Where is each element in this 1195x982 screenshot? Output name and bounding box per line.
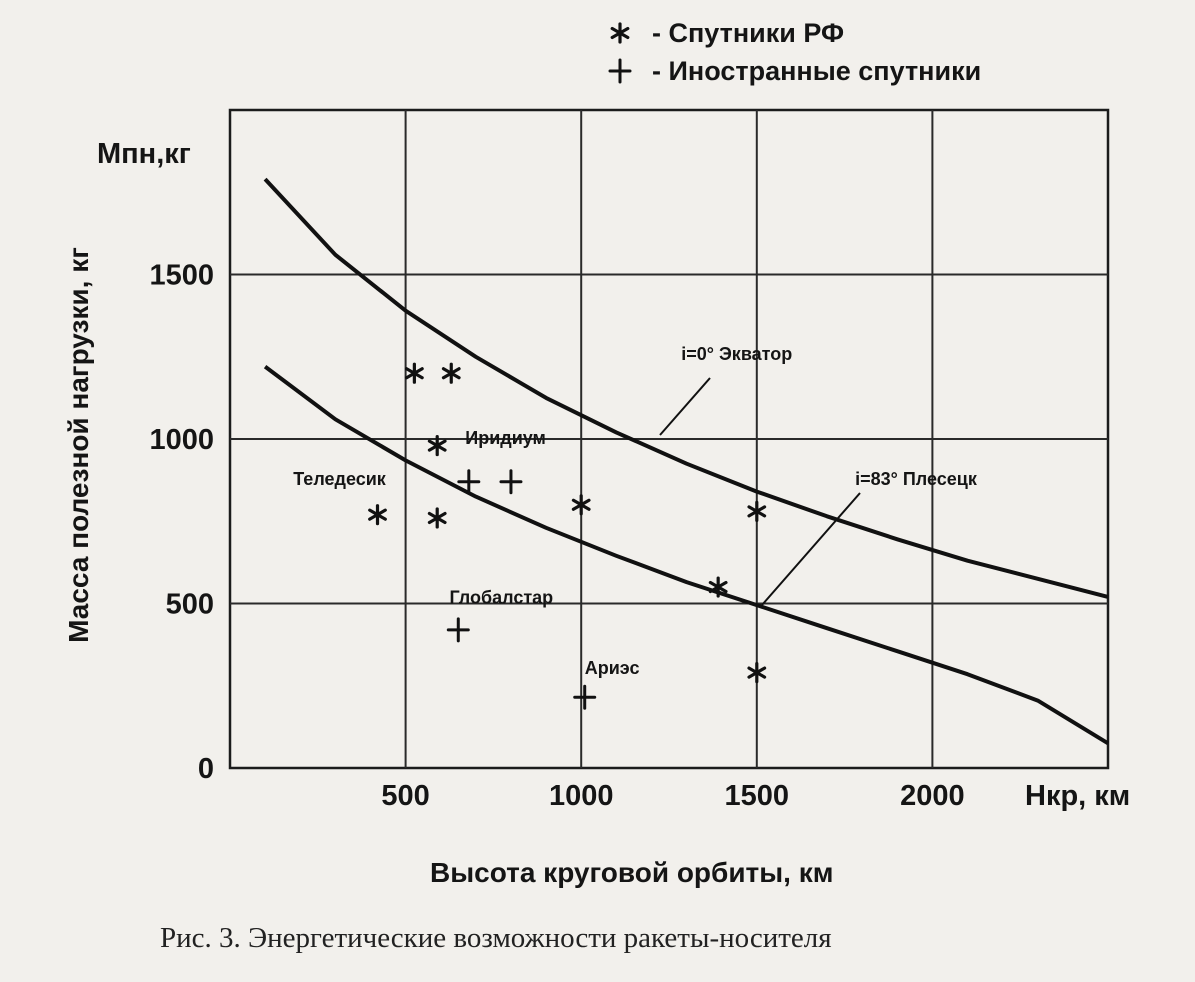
point-rf-satellite <box>749 502 765 520</box>
point-rf-satellite <box>573 496 589 514</box>
figure-caption: Рис. 3. Энергетические возможности ракеты-носителя <box>160 922 832 954</box>
point-rf-satellite <box>443 364 459 382</box>
y-tick-label: 1500 <box>149 259 214 292</box>
x-tick-label: 2000 <box>900 780 965 812</box>
legend-plus-icon <box>610 60 630 82</box>
point-rf-satellite <box>370 506 386 524</box>
y-unit-label: Мпн,кг <box>97 138 191 170</box>
x-axis-title: Высота круговой орбиты, км <box>430 857 834 888</box>
legend-label: - Спутники РФ <box>652 18 845 48</box>
annotation-label: i=0° Экватор <box>681 344 793 365</box>
annotation-label: i=83° Плесецк <box>855 469 977 490</box>
y-axis-title: Масса полезной нагрузки, кг <box>63 247 94 643</box>
x-tick-label: 1500 <box>724 780 790 812</box>
annotation-label: Ариэс <box>584 658 640 679</box>
point-foreign-satellite <box>575 686 595 708</box>
y-tick-label: 500 <box>165 588 214 621</box>
point-foreign-satellite <box>448 619 468 641</box>
x-tick-label: 500 <box>381 780 430 812</box>
point-foreign-satellite <box>501 471 521 493</box>
plot-grid <box>230 110 1108 768</box>
legend-label: - Иностранные спутники <box>652 56 982 86</box>
leader-line <box>660 378 710 435</box>
annotation-label: Иридиум <box>465 427 546 448</box>
series-line <box>265 179 1108 597</box>
point-rf-satellite <box>407 364 423 382</box>
y-tick-label: 0 <box>197 753 214 785</box>
point-rf-satellite <box>749 664 765 682</box>
point-rf-satellite <box>429 509 445 527</box>
plot-labels <box>63 18 1130 888</box>
legend-star-icon <box>612 24 628 42</box>
x-unit-label: Нкр, км <box>1025 780 1131 812</box>
annotation-label: Глобалстар <box>449 587 554 608</box>
annotation-label: Теледесик <box>293 469 386 490</box>
y-tick-label: 1000 <box>149 424 214 456</box>
series-line <box>265 367 1108 744</box>
x-tick-label: 1000 <box>548 780 614 812</box>
plot-series <box>265 179 1108 743</box>
